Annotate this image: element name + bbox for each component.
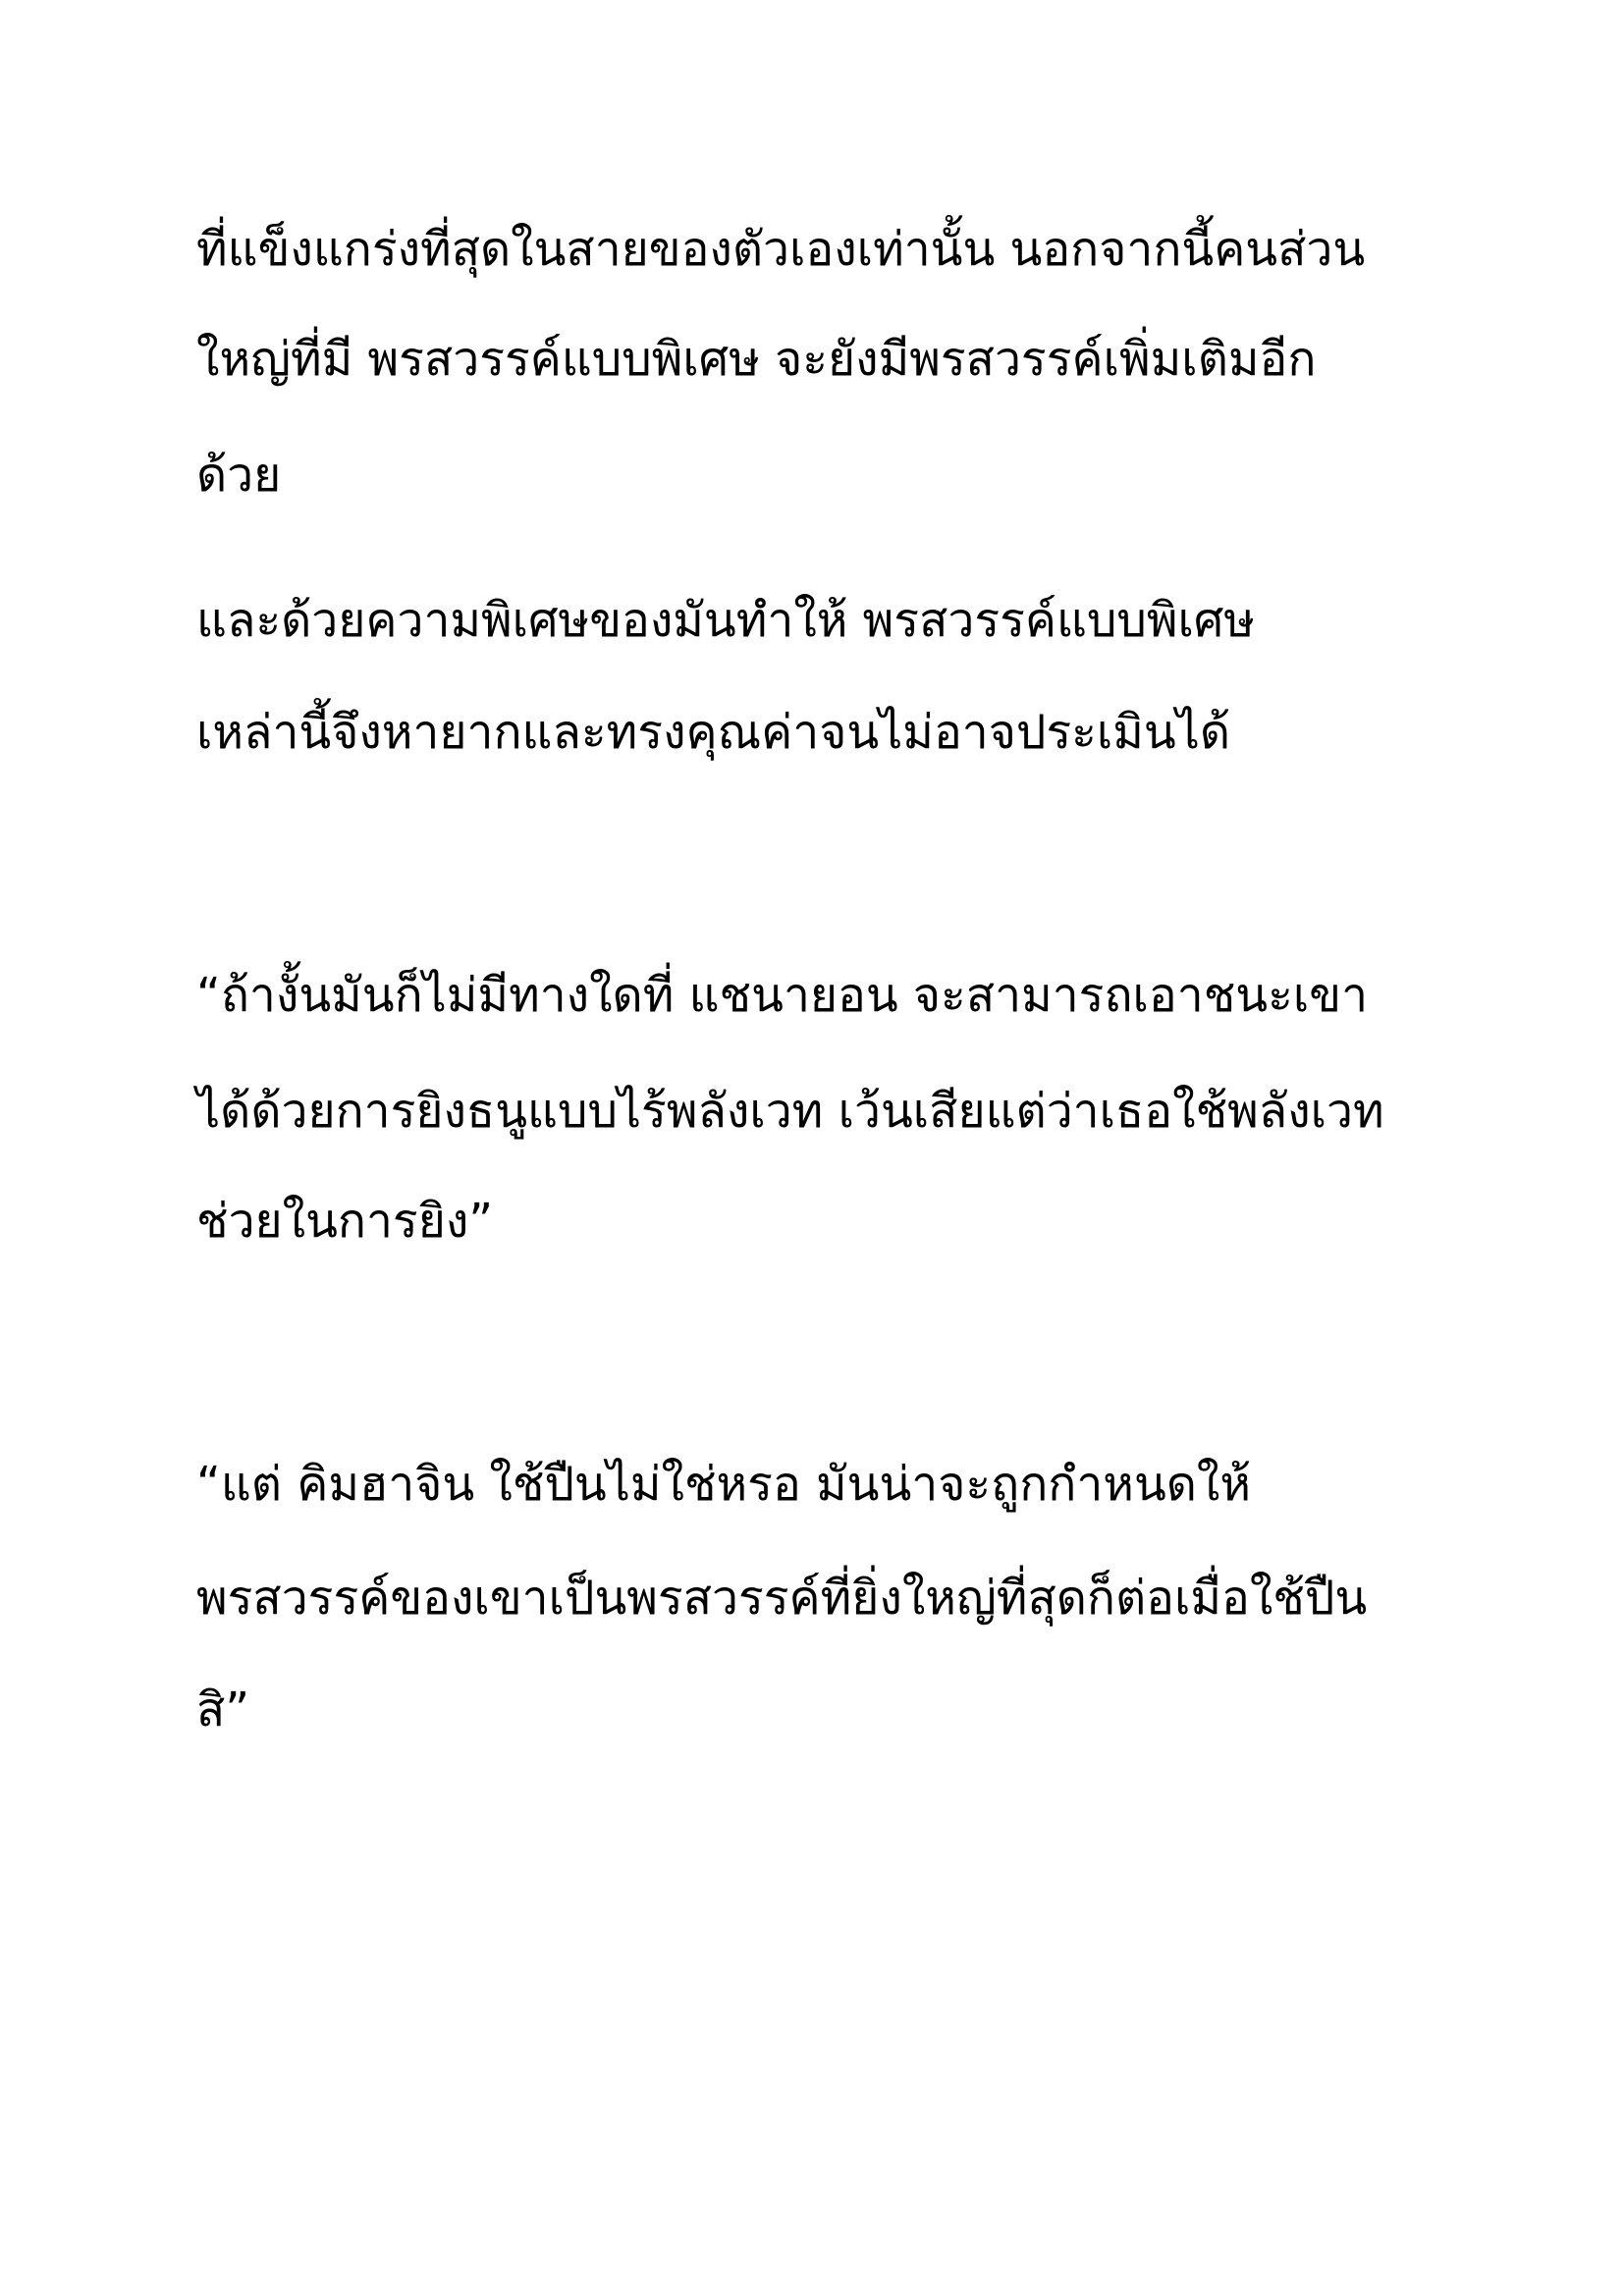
- paragraph-3-line-3: ช่วยในการยิง”: [196, 1194, 494, 1249]
- paragraph-3-line-2: ได้ด้วยการยิงธนูแบบไร้พลังเวท เว้นเสียแต่ว่าเธอใช้พลังเวท: [196, 1084, 1384, 1139]
- paragraph-4-line-2: พรสวรรค์ของเขาเป็นพรสวรรค์ที่ยิ่งใหญ่ที่สุดก็ต่อเมื่อใช้ปืน: [196, 1571, 1368, 1626]
- paragraph-1-line-2: ใหญ่ที่มี พรสวรรค์แบบพิเศษ จะยังมีพรสวรรค์เพิ่มเติมอีก: [196, 332, 1317, 387]
- paragraph-4-line-3: สิ”: [196, 1682, 250, 1737]
- paragraph-4-line-1: “แต่ คิมฮาจิน ใช้ปืนไม่ใช่หรอ มันน่าจะถูกกำหนดให้: [196, 1457, 1251, 1512]
- paragraph-2-line-2: เหล่านี้จึงหายากและทรงคุณค่าจนไม่อาจประเมินได้: [196, 705, 1231, 760]
- paragraph-2-line-1: และด้วยความพิเศษของมันทำให้ พรสวรรค์แบบพิเศษ: [196, 593, 1256, 648]
- paragraph-3-line-1: “ถ้างั้นมันก็ไม่มีทางใดที่ แชนายอน จะสามารถเอาชนะเขา: [196, 968, 1369, 1023]
- paragraph-1-line-3: ด้วย: [196, 448, 282, 503]
- paragraph-1-line-1: ที่แข็งแกร่งที่สุดในสายของตัวเองเท่านั้น นอกจากนี้คนส่วน: [196, 222, 1366, 277]
